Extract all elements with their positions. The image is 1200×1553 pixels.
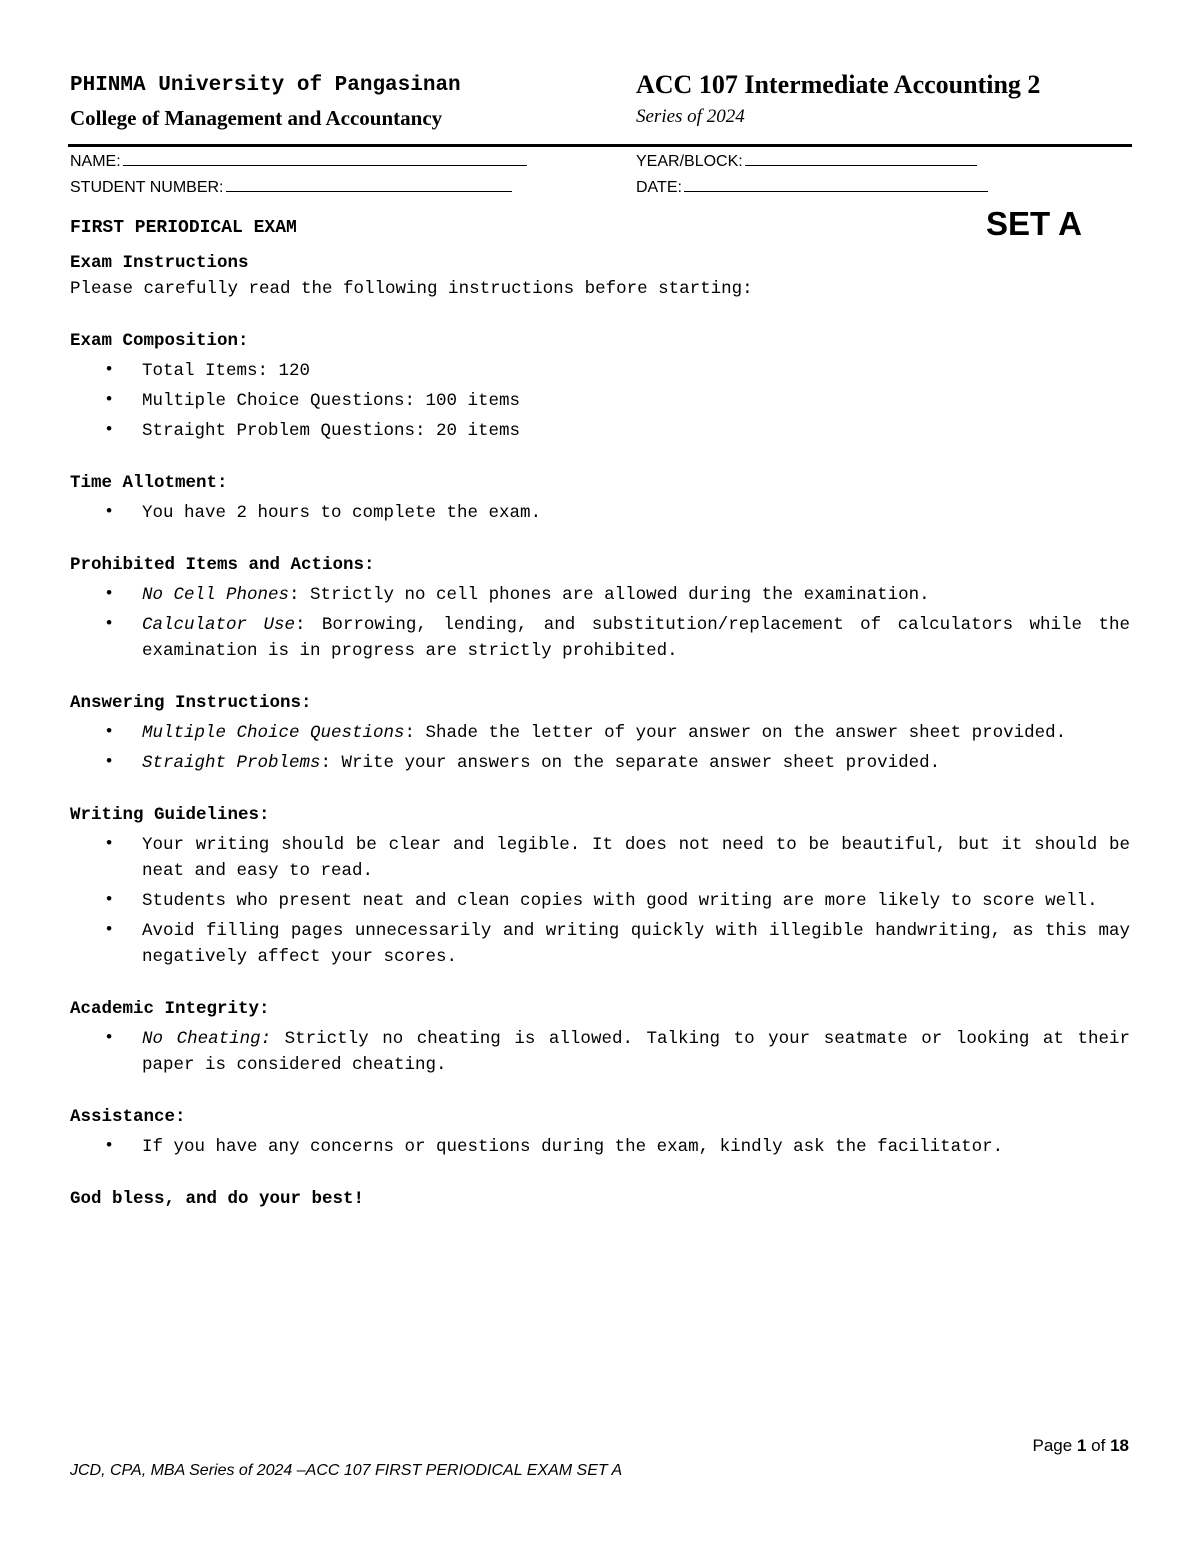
name-field bbox=[70, 150, 527, 171]
time-list bbox=[70, 500, 1130, 526]
integrity-heading: Academic Integrity: bbox=[70, 999, 270, 1019]
list-item bbox=[70, 612, 1130, 664]
set-label: SET A bbox=[986, 205, 1082, 242]
date-blank[interactable] bbox=[684, 176, 988, 192]
student-number-field bbox=[70, 176, 512, 197]
closing-message: God bless, and do your best! bbox=[70, 1189, 365, 1209]
student-number-blank[interactable] bbox=[226, 176, 512, 192]
name-blank[interactable] bbox=[123, 150, 527, 166]
page-number bbox=[1033, 1436, 1129, 1456]
list-item: • Total Items: 120 bbox=[70, 358, 1130, 384]
list-item: • You have 2 hours to complete the exam. bbox=[70, 500, 1130, 526]
list-item: • If you have any concerns or questions during the exam, kindly ask the facilitator. bbox=[70, 1134, 1130, 1160]
student-number-label: STUDENT NUMBER: bbox=[70, 179, 224, 196]
list-item bbox=[70, 582, 1130, 608]
date-field bbox=[636, 176, 988, 197]
instructions-intro: Please carefully read the following instructions before starting: bbox=[70, 279, 753, 299]
assistance-heading: Assistance: bbox=[70, 1107, 186, 1127]
page-label: Page bbox=[1032, 1436, 1073, 1455]
item-term: Multiple Choice Questions bbox=[142, 723, 405, 743]
composition-heading: Exam Composition: bbox=[70, 331, 249, 351]
college-name: College of Management and Accountancy bbox=[70, 106, 443, 130]
list-item: • Your writing should be clear and legible. It does not need to be beautiful, but it should be neat and easy to read. bbox=[70, 832, 1130, 884]
year-block-blank[interactable] bbox=[745, 150, 977, 166]
footer-text: JCD, CPA, MBA Series of 2024 –ACC 107 FIRST PERIODICAL EXAM SET A bbox=[70, 1462, 623, 1479]
instructions-body bbox=[70, 250, 1130, 1212]
date-label: DATE: bbox=[636, 179, 682, 196]
item-text: : Borrowing, lending, and substitution/replacement of calculators while the examination is in progress are strictly prohibited. bbox=[142, 615, 1130, 661]
year-block-label: YEAR/BLOCK: bbox=[636, 153, 743, 170]
university-name: PHINMA University of Pangasinan bbox=[70, 74, 461, 97]
writing-heading: Writing Guidelines: bbox=[70, 805, 270, 825]
list-item bbox=[70, 750, 1130, 776]
composition-list bbox=[70, 358, 1130, 444]
item-term: Calculator Use bbox=[142, 615, 295, 635]
item-text: : Shade the letter of your answer on the answer sheet provided. bbox=[404, 723, 1067, 743]
integrity-list bbox=[70, 1026, 1130, 1078]
list-item: • Students who present neat and clean copies with good writing are more likely to score well. bbox=[70, 888, 1130, 914]
page-of: of bbox=[1091, 1436, 1106, 1455]
list-item bbox=[70, 720, 1130, 746]
header-divider bbox=[68, 144, 1132, 147]
answering-heading: Answering Instructions: bbox=[70, 693, 312, 713]
instructions-heading: Exam Instructions bbox=[70, 253, 249, 273]
prohibited-list bbox=[70, 582, 1130, 664]
list-item bbox=[70, 1026, 1130, 1078]
page-current: 1 bbox=[1076, 1436, 1087, 1455]
answering-list bbox=[70, 720, 1130, 776]
prohibited-heading: Prohibited Items and Actions: bbox=[70, 555, 375, 575]
item-term: Straight Problems bbox=[142, 753, 321, 773]
assistance-list bbox=[70, 1134, 1130, 1160]
item-text: : Strictly no cell phones are allowed during the examination. bbox=[289, 585, 930, 605]
list-item: • Avoid filling pages unnecessarily and writing quickly with illegible handwriting, as this may negatively affect your scores. bbox=[70, 918, 1130, 970]
item-text: Strictly no cheating is allowed. Talking to your seatmate or looking at their paper is considered cheating. bbox=[142, 1029, 1130, 1075]
series-label: Series of 2024 bbox=[636, 106, 745, 127]
year-block-field bbox=[636, 150, 977, 171]
exam-title: FIRST PERIODICAL EXAM bbox=[70, 218, 297, 238]
list-item: • Straight Problem Questions: 20 items bbox=[70, 418, 1130, 444]
writing-list bbox=[70, 832, 1130, 970]
item-term: No Cheating: bbox=[142, 1029, 272, 1049]
name-label: NAME: bbox=[70, 153, 121, 170]
item-term: No Cell Phones bbox=[142, 585, 290, 605]
time-heading: Time Allotment: bbox=[70, 473, 228, 493]
page-total: 18 bbox=[1110, 1436, 1129, 1455]
course-title: ACC 107 Intermediate Accounting 2 bbox=[636, 70, 1041, 99]
list-item: • Multiple Choice Questions: 100 items bbox=[70, 388, 1130, 414]
item-text: : Write your answers on the separate answer sheet provided. bbox=[320, 753, 941, 773]
